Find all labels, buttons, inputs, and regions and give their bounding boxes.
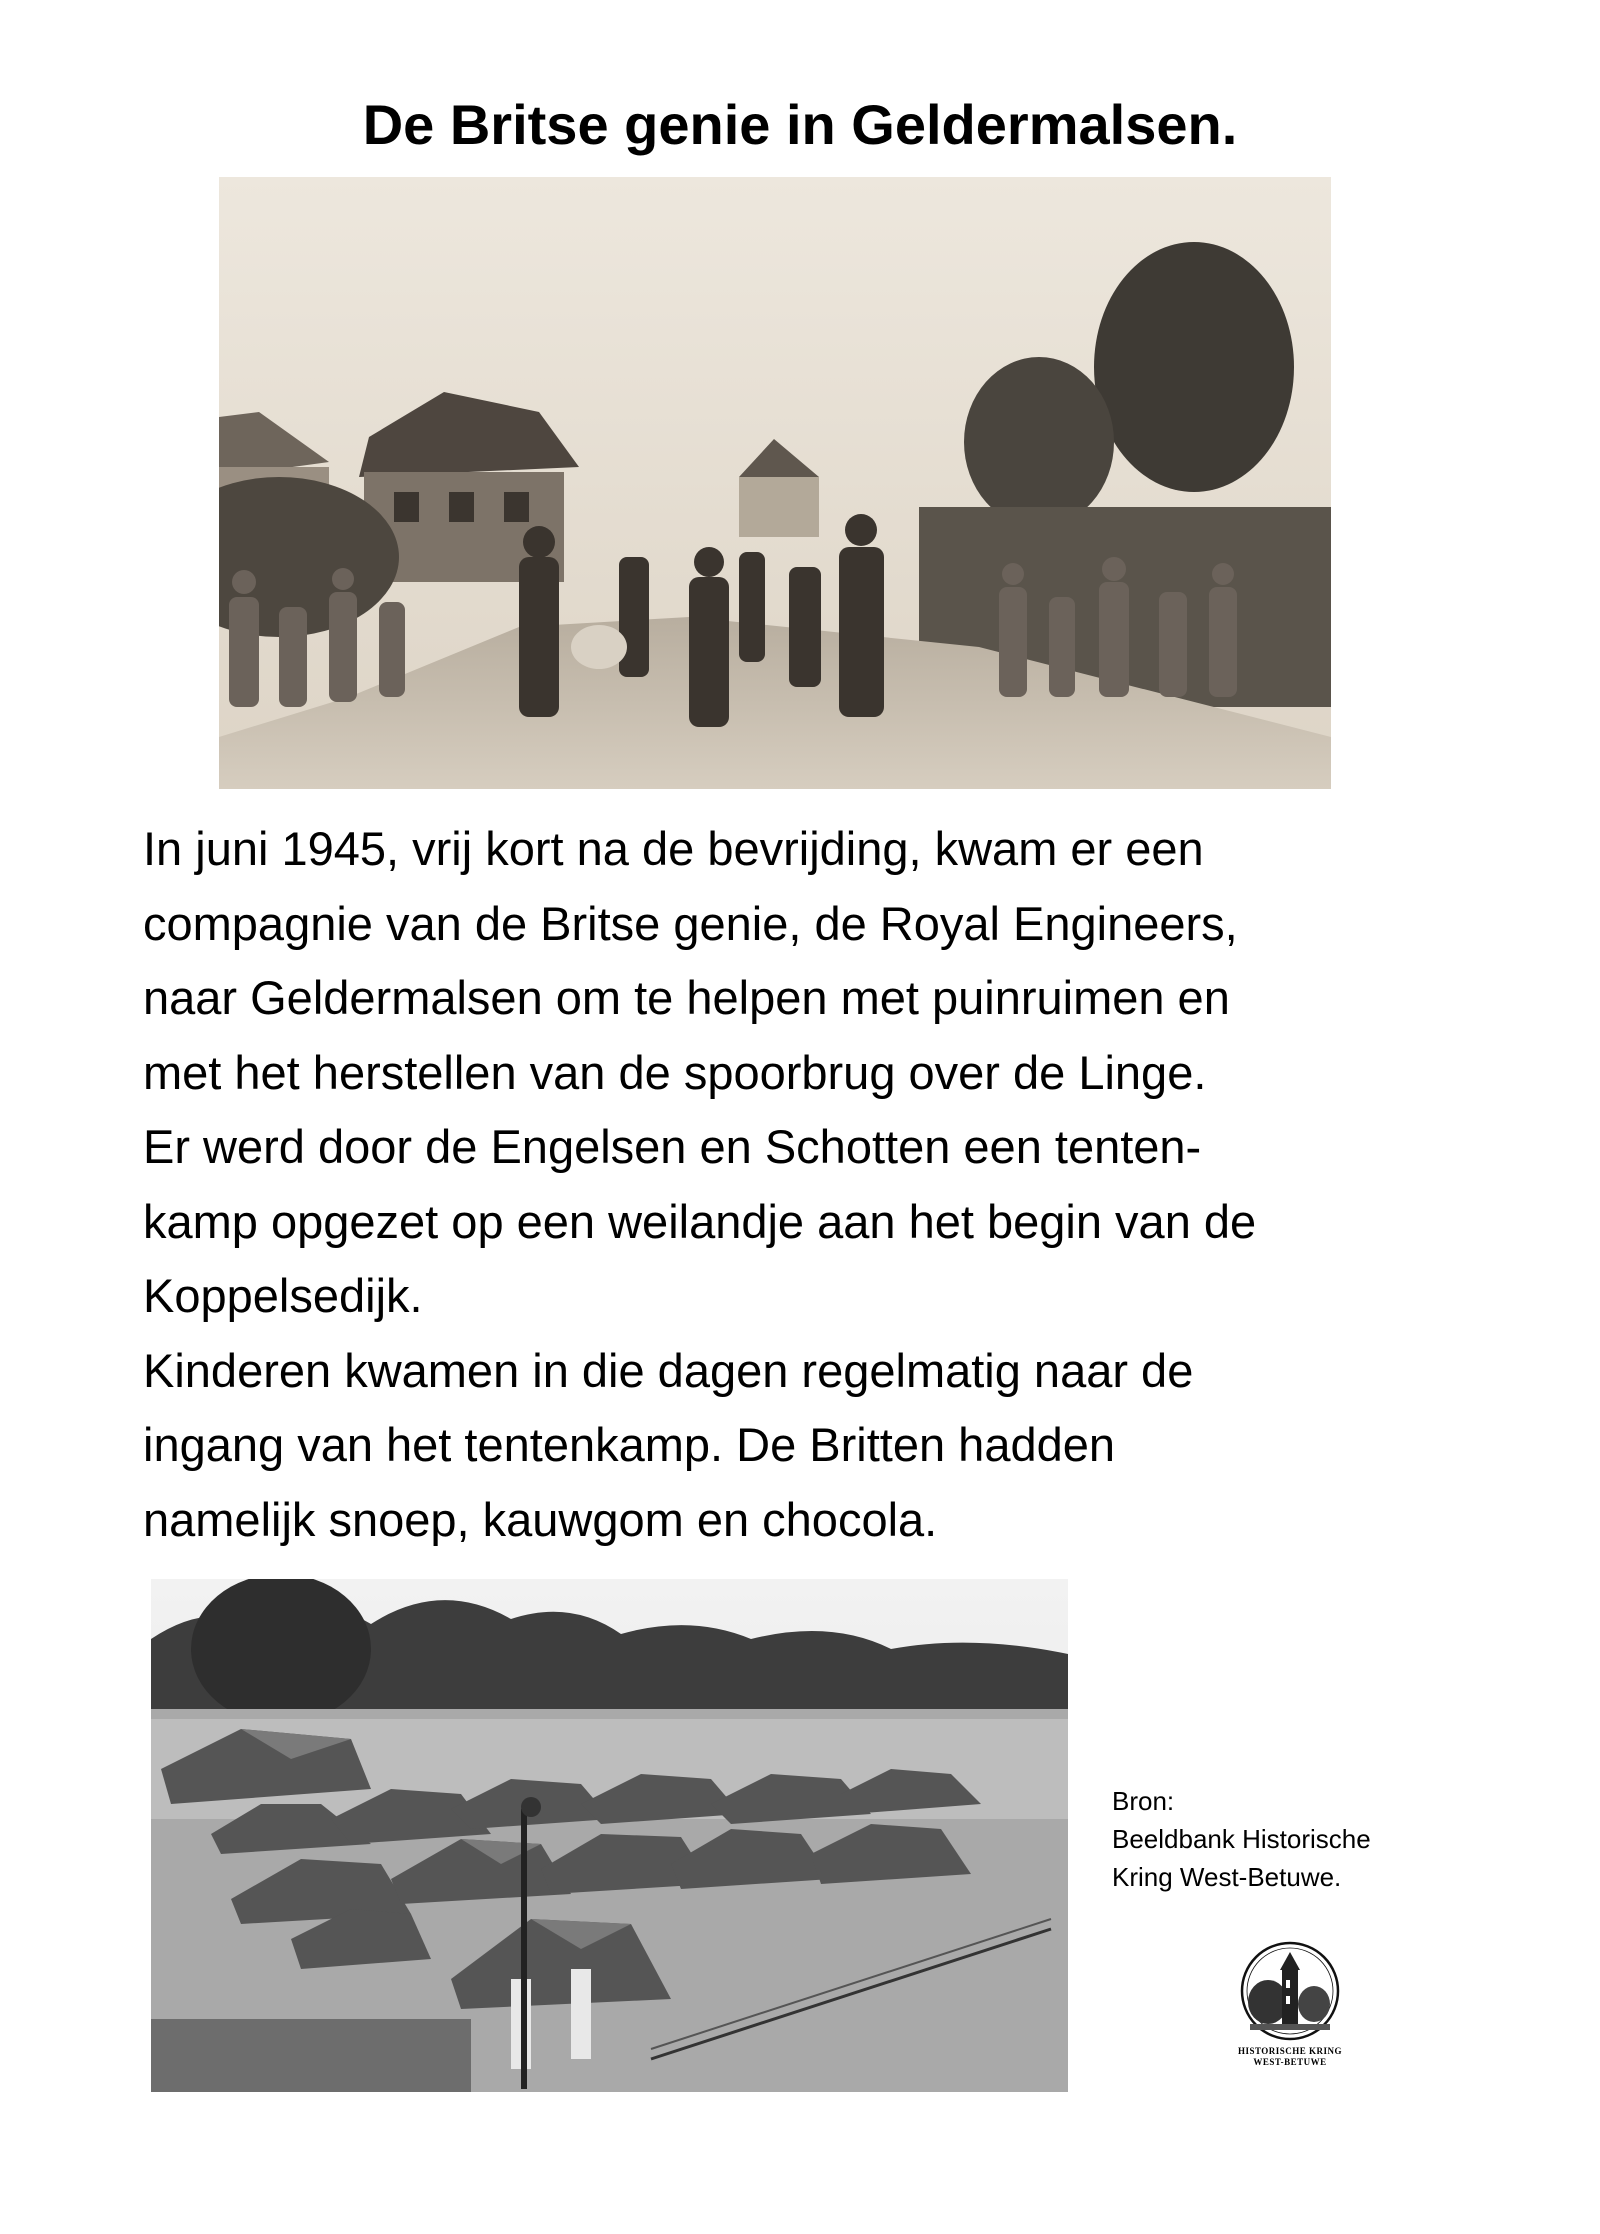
source-label: Bron: — [1112, 1786, 1175, 1816]
historische-kring-logo — [1230, 1940, 1350, 2085]
paragraph-tent-camp: Er werd door de Engelsen en Schotten een tenten- kamp opgezet op een weilandje aan het begin van de Koppelsedijk. — [143, 1120, 1257, 1322]
paragraph-children: Kinderen kwamen in die dagen regelmatig naar de ingang van het tentenkamp. De Britten hadden namelijk snoep, kauwgom en chocola. — [143, 1343, 1194, 1546]
logo-line-1: HISTORISCHE KRING — [1237, 2046, 1343, 2056]
article-body — [143, 812, 1473, 1557]
source-line-2: Kring West-Betuwe. — [1112, 1862, 1342, 1892]
paragraph-arrival: In juni 1945, vrij kort na de bevrijding, kwam er een compagnie van de Britse genie, de Royal Engineers, naar Geldermalsen om te helpen met puinruimen en met het herstellen van de spoorbrug over de Linge. — [143, 822, 1238, 1099]
page-title: De Britse genie in Geldermalsen. — [362, 93, 1238, 156]
source-line-1: Beeldbank Historische — [1112, 1824, 1371, 1854]
source-credit — [1112, 1782, 1472, 1896]
marching-band-photo — [219, 177, 1331, 789]
tent-camp-photo — [151, 1579, 1068, 2092]
logo-line-2: WEST-BETUWE — [1253, 2057, 1327, 2067]
church-tower-seal-icon — [1230, 1940, 1350, 2042]
